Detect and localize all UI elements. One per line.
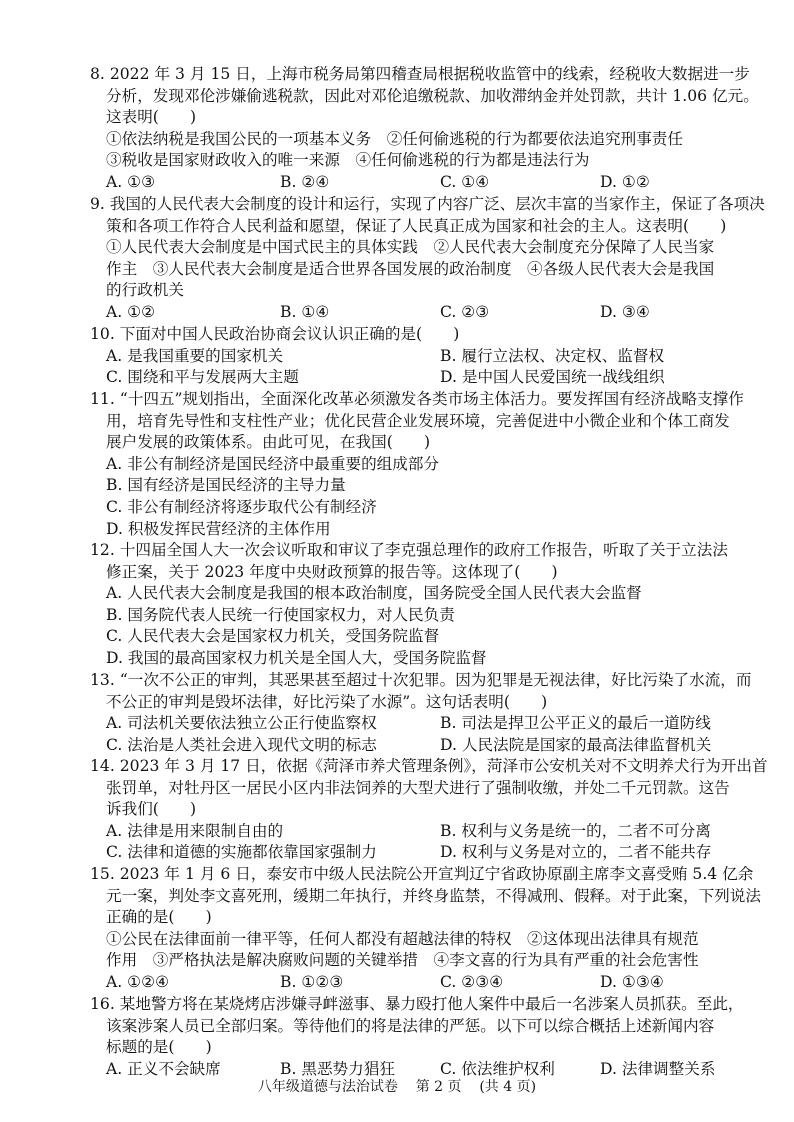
question-stem-line: 8. 2022 年 3 月 15 日，上海市税务局第四稽查局根据税收监管中的线索，经税收大数据进一步: [90, 65, 750, 83]
option-c: C. ①④: [440, 172, 490, 191]
option-d: D. ①②: [600, 172, 650, 191]
option-c: C. 围绕和平与发展两大主题: [106, 368, 299, 387]
option-c: C. ②③④: [440, 972, 504, 991]
statement-line: ①公民在法律面前一律平等，任何人都没有超越法律的特权 ②这体现出法律具有规范: [106, 929, 699, 948]
option-d: D. 积极发挥民营经济的主体作用: [106, 519, 331, 538]
question-11: [90, 389, 756, 540]
question-stem-line: 这表明( ): [106, 108, 197, 127]
option-c: C. 法治是人类社会进入现代文明的标志: [106, 735, 377, 754]
question-10: [90, 324, 756, 389]
option-b: B. 履行立法权、决定权、监督权: [440, 346, 665, 365]
page-footer: [0, 1076, 794, 1096]
question-stem-line: 修正案，关于 2023 年度中央财政预算的报告等。这体现了( ): [106, 562, 558, 581]
options-row: [90, 972, 756, 994]
question-stem-line: 不公正的审判是毁坏法律，好比污染了水源”。这句话表明( ): [106, 692, 548, 711]
option-d: D. 法律调整关系: [600, 1059, 716, 1078]
option-b: B. 司法是捍卫公平正义的最后一道防线: [440, 714, 711, 733]
footer-total-pages: (共 4 页): [479, 1079, 537, 1095]
option-c: C. 人民代表大会是国家权力机关，受国务院监督: [106, 627, 440, 646]
option-a: A. 非公有制经济是国民经济中最重要的组成部分: [106, 454, 440, 473]
options-row: [90, 821, 756, 843]
option-a: A. 是我国重要的国家机关: [106, 346, 284, 365]
option-d: D. ①③④: [600, 972, 664, 991]
question-16: [90, 994, 756, 1080]
question-stem-line: 策和各项工作符合人民利益和愿望，保证了人民真正成为国家和社会的主人。这表明( ): [106, 216, 727, 235]
footer-page-number: 第 2 页: [415, 1079, 462, 1095]
question-stem-line: 14. 2023 年 3 月 17 日，依据《菏泽市养犬管理条例》，菏泽市公安机关对不文明养犬行为开出首: [90, 757, 768, 775]
options-row: [90, 713, 756, 735]
option-b: B. ②④: [280, 172, 330, 191]
question-stem-line: 9. 我国的人民代表大会制度的设计和运行，实现了内容广泛、层次丰富的当家作主，保证了各项决: [90, 195, 765, 213]
question-stem-line: 11. “十四五”规划指出，全面深化改革必须激发各类市场主体活力。要发挥国有经济战略支撑作: [90, 390, 744, 408]
option-a: A. 人民代表大会制度是我国的根本政治制度，国务院受全国人民代表大会监督: [106, 584, 642, 603]
question-stem-line: 正确的是( ): [106, 908, 212, 927]
option-a: A. ①③: [106, 172, 156, 191]
option-b: B. ①②③: [280, 972, 344, 991]
options-row: [90, 302, 756, 324]
option-d: D. 权利与义务是对立的，二者不能共存: [440, 843, 712, 862]
option-c: C. ②③: [440, 302, 490, 321]
question-15: [90, 864, 761, 994]
option-b: B. 国有经济是国民经济的主导力量: [106, 476, 346, 495]
question-stem-line: 10. 下面对中国人民政治协商会议认识正确的是( ): [90, 325, 460, 343]
options-row: [90, 346, 756, 368]
option-a: A. 法律是用来限制自由的: [106, 821, 284, 840]
option-a: A. 正义不会缺席: [106, 1059, 221, 1078]
question-stem-line: 16. 某地警方将在某烧烤店涉嫌寻衅滋事、暴力殴打他人案件中最后一名涉案人员抓获。至此，: [90, 995, 744, 1013]
question-9: [90, 194, 765, 324]
statement-line: 的行政机关: [106, 281, 184, 300]
statement-line: ①人民代表大会制度是中国式民主的具体实践 ②人民代表大会制度充分保障了人民当家: [106, 238, 715, 257]
question-stem-line: 标题的是( ): [106, 1038, 212, 1057]
option-d: D. 人民法院是国家的最高法律监督机关: [440, 735, 712, 754]
question-stem-line: 展户发展的政策体系。由此可见，在我国( ): [106, 433, 431, 452]
option-b: B. 权利与义务是统一的，二者不可分离: [440, 821, 711, 840]
option-b: B. ①④: [280, 302, 330, 321]
option-c: C. 法律和道德的实施都依靠国家强制力: [106, 843, 377, 862]
question-stem-line: 12. 十四届全国人大一次会议听取和审议了李克强总理作的政府工作报告，听取了关于立法法: [90, 541, 728, 559]
question-stem-line: 15. 2023 年 1 月 6 日，泰安市中级人民法院公开宣判辽宁省政协原副主席李文喜受贿 5.4 亿余: [90, 865, 754, 883]
question-stem-line: 用，培育先导性和支柱性产业；优化民营企业发展环境，完善促进中小微企业和个体工商发: [106, 411, 730, 430]
question-stem-line: 诉我们( ): [106, 800, 197, 819]
option-d: D. ③④: [600, 302, 650, 321]
options-row: [90, 842, 756, 864]
statement-line: 作用 ③严格执法是解决腐败问题的关键举措 ④李文喜的行为具有严重的社会危害性: [106, 951, 699, 970]
option-b: B. 黑恶势力猖狂: [280, 1059, 395, 1078]
option-d: D. 我国的最高国家权力机关是全国人大，受国务院监督: [106, 648, 487, 667]
options-row: [90, 172, 756, 194]
statement-line: ①依法纳税是我国公民的一项基本义务 ②任何偷逃税的行为都要依法追究刑事责任: [106, 129, 683, 148]
statement-line: 作主 ③人民代表大会制度是适合世界各国发展的政治制度 ④各级人民代表大会是我国: [106, 259, 715, 278]
question-stem-line: 分析，发现邓伦涉嫌偷逃税款，因此对邓伦追缴税款、加收滞纳金并处罚款，共计 1.06 亿元。: [106, 86, 759, 105]
question-12: [90, 540, 756, 670]
question-stem-line: 张罚单，对牡丹区一居民小区内非法饲养的大型犬进行了强制收缴，并处二千元罚款。这告: [106, 778, 730, 797]
options-row: [90, 367, 756, 389]
option-a: A. ①②: [106, 302, 156, 321]
footer-subject: 八年级道德与法治试卷: [257, 1079, 398, 1095]
option-a: A. ①②④: [106, 972, 170, 991]
option-d: D. 是中国人民爱国统一战线组织: [440, 368, 665, 387]
question-stem-line: 13. “一次不公正的审判，其恶果甚至超过十次犯罪。因为犯罪是无视法律，好比污染了水流，而: [90, 671, 752, 689]
option-c: C. 非公有制经济将逐步取代公有制经济: [106, 497, 377, 516]
statement-line: ③税收是国家财政收入的唯一来源 ④任何偷逃税的行为都是违法行为: [106, 151, 590, 170]
question-8: [90, 64, 759, 194]
question-stem-line: 该案涉案人员已全部归案。等待他们的将是法律的严惩。以下可以综合概括上述新闻内容: [106, 1016, 715, 1035]
option-c: C. 依法维护权利: [440, 1059, 555, 1078]
question-stem-line: 元一案，判处李文喜死刑，缓期二年执行，并终身监禁，不得减刑、假释。对于此案，下列说法: [106, 886, 761, 905]
option-b: B. 国务院代表人民统一行使国家权力，对人民负责: [106, 605, 455, 624]
question-13: [90, 670, 756, 756]
question-14: [90, 756, 768, 864]
options-row: [90, 735, 756, 757]
option-a: A. 司法机关要依法独立公正行使监察权: [106, 714, 377, 733]
